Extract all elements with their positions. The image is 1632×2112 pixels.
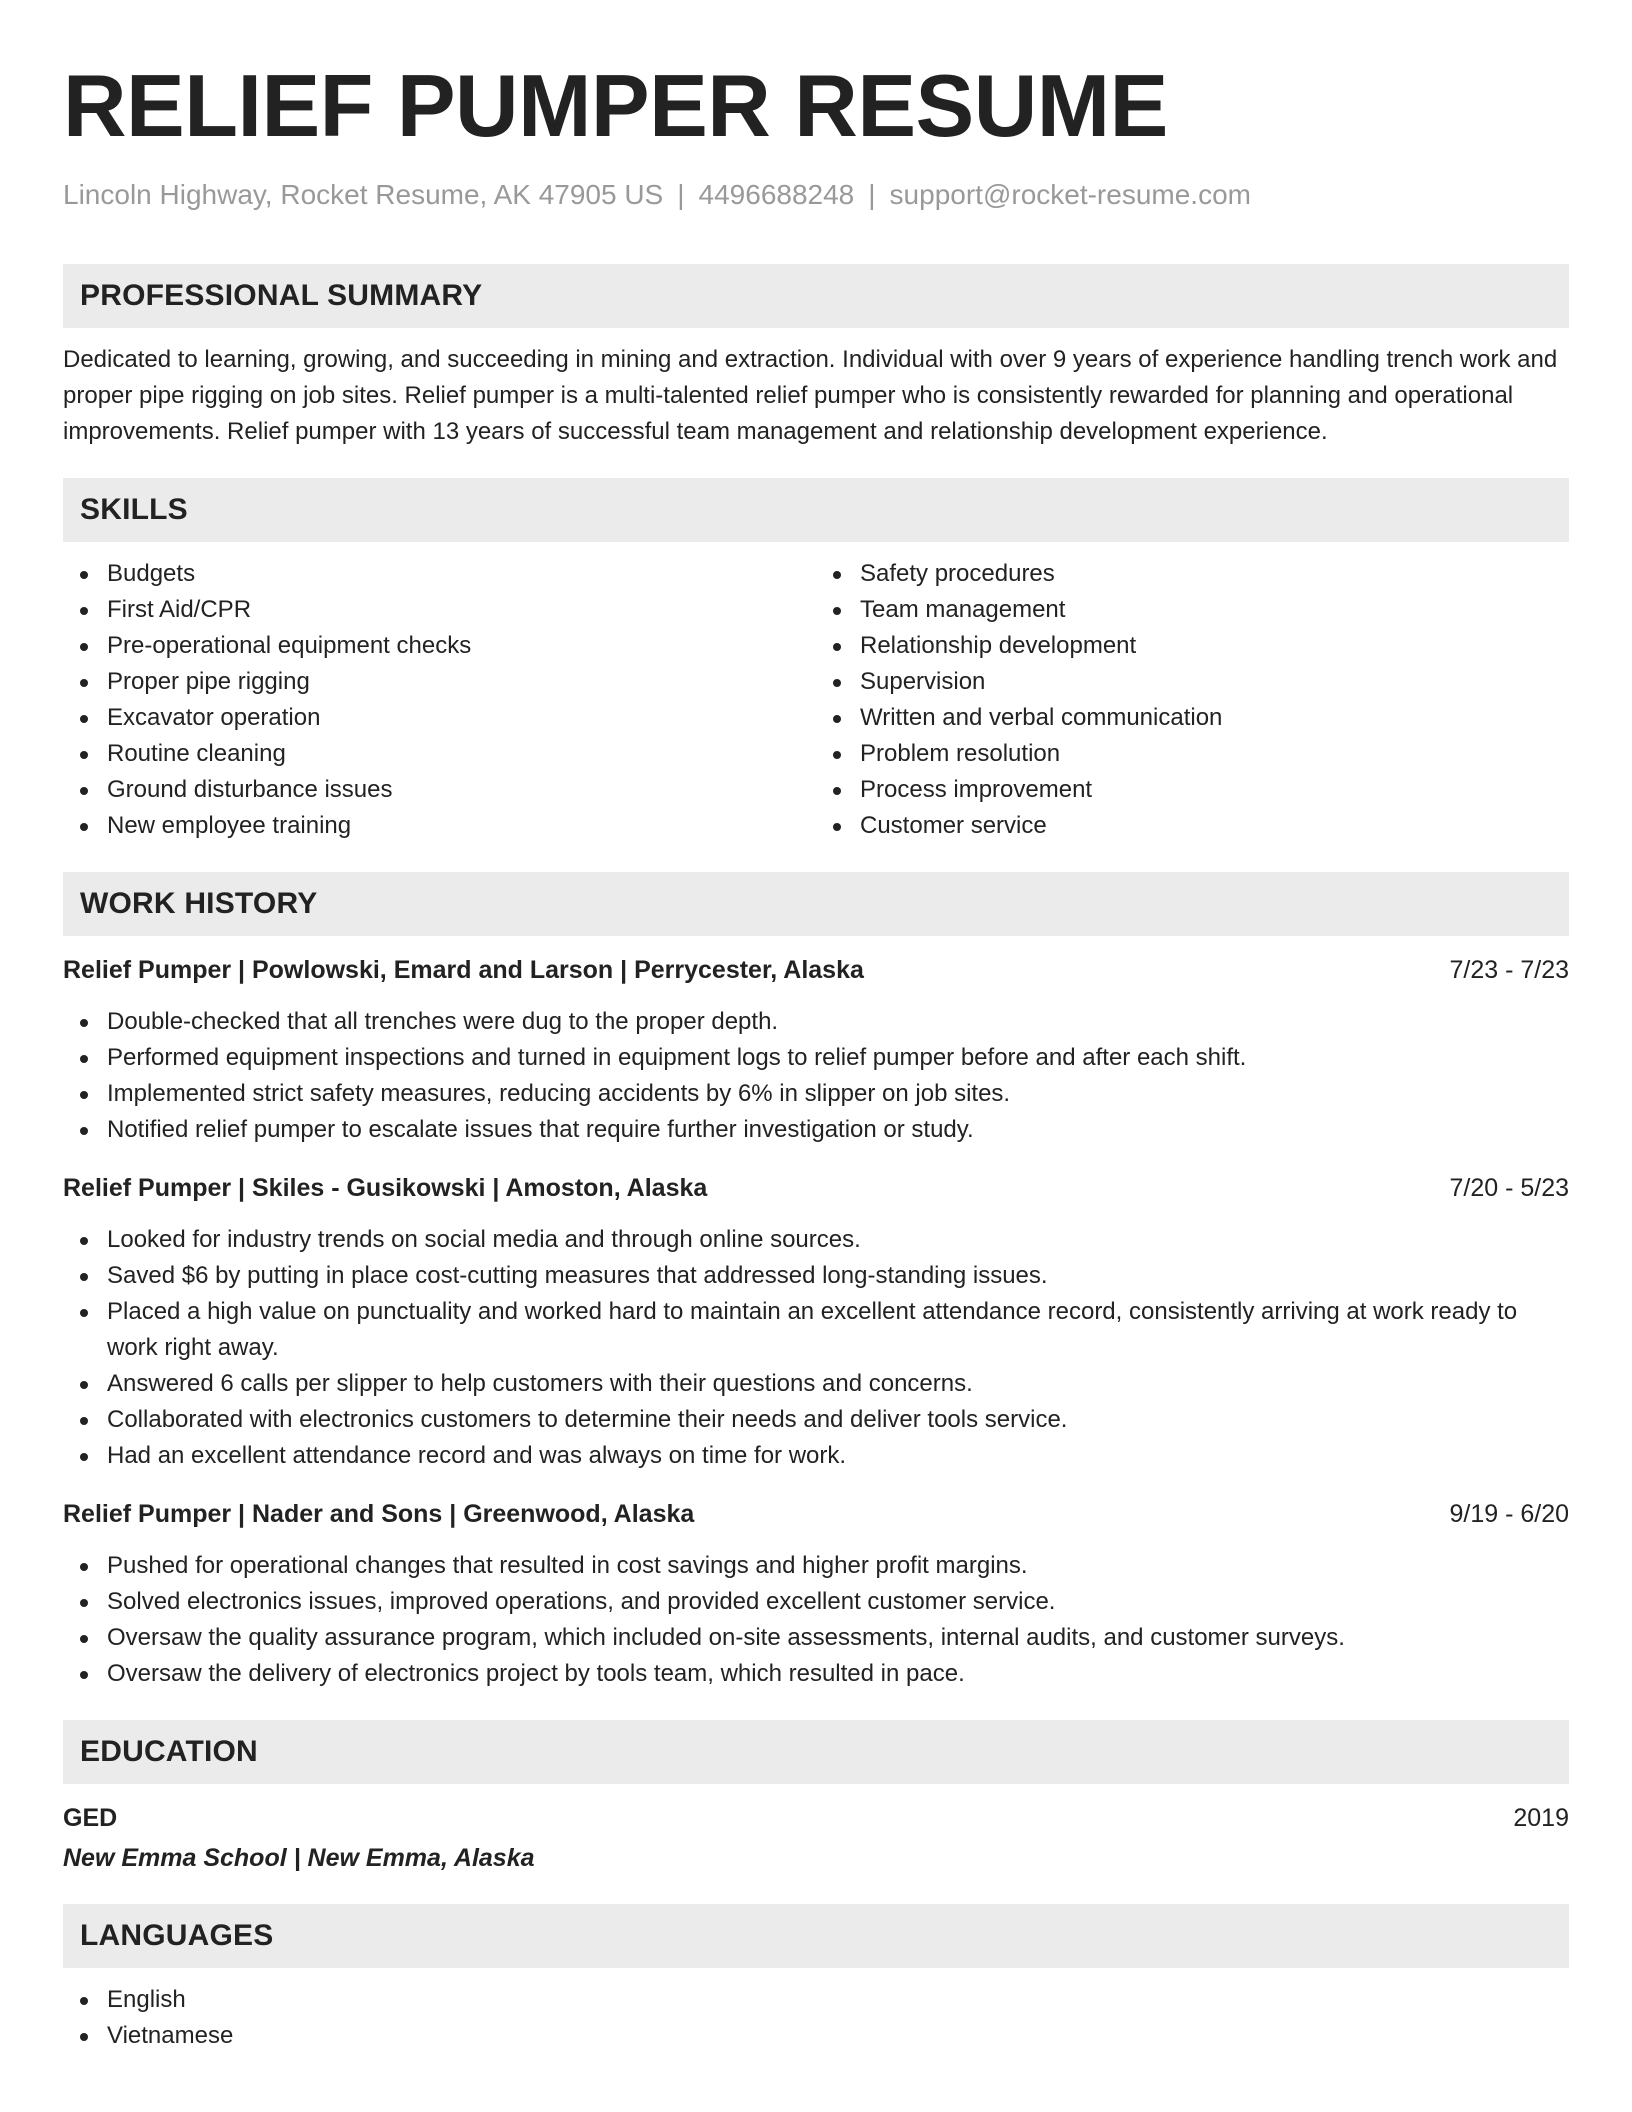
job-bullet: Collaborated with electronics customers to determine their needs and deliver tools service. xyxy=(63,1402,1569,1438)
job-entry xyxy=(63,1496,1569,1692)
contact-separator: | xyxy=(868,179,876,210)
contact-address: Lincoln Highway, Rocket Resume, AK 47905 US xyxy=(63,179,664,210)
job-bullet: Notified relief pumper to escalate issues that require further investigation or study. xyxy=(63,1112,1569,1148)
job-bullet: Oversaw the delivery of electronics project by tools team, which resulted in pace. xyxy=(63,1656,1569,1692)
contact-phone: 4496688248 xyxy=(698,179,855,210)
job-dates: 9/19 - 6/20 xyxy=(1449,1500,1569,1528)
skill-item: Process improvement xyxy=(816,772,1569,808)
job-title: Relief Pumper | Nader and Sons | Greenwood, Alaska xyxy=(63,1500,695,1528)
job-dates: 7/20 - 5/23 xyxy=(1449,1174,1569,1202)
skill-item: Proper pipe rigging xyxy=(63,664,816,700)
job-bullet: Had an excellent attendance record and was always on time for work. xyxy=(63,1438,1569,1474)
skill-item: Supervision xyxy=(816,664,1569,700)
job-entry xyxy=(63,1170,1569,1474)
skills-list xyxy=(63,556,1569,844)
summary-text: Dedicated to learning, growing, and succeeding in mining and extraction. Individual with over 9 years of experience handling trench work and proper pipe rigging on job sites. Relief pumper is a multi-talented relief pumper who is consistently rewarded for planning and operational improvements. Relief pumper with 13 years of successful team management and relationship development experience. xyxy=(63,346,1558,445)
job-entry xyxy=(63,952,1569,1148)
education-year: 2019 xyxy=(1513,1804,1569,1832)
section-heading-education: EDUCATION xyxy=(63,1720,1569,1784)
job-bullet: Saved $6 by putting in place cost-cutting measures that addressed long-standing issues. xyxy=(63,1258,1569,1294)
job-bullet: Oversaw the quality assurance program, which included on-site assessments, internal audits, and customer surveys. xyxy=(63,1620,1569,1656)
job-bullet: Placed a high value on punctuality and worked hard to maintain an excellent attendance record, consistently arriving at work ready to work right away. xyxy=(63,1294,1569,1366)
skill-item: Excavator operation xyxy=(63,700,816,736)
skill-item: Budgets xyxy=(63,556,816,592)
languages-list xyxy=(63,1982,1569,2054)
skills-column-right xyxy=(816,556,1569,844)
resume-title: RELIEF PUMPER RESUME xyxy=(63,56,1168,155)
education-degree: GED xyxy=(63,1804,118,1832)
skill-item: Problem resolution xyxy=(816,736,1569,772)
skill-item: First Aid/CPR xyxy=(63,592,816,628)
skill-item: Written and verbal communication xyxy=(816,700,1569,736)
contact-separator: | xyxy=(677,179,685,210)
job-title: Relief Pumper | Skiles - Gusikowski | Amoston, Alaska xyxy=(63,1174,708,1202)
contact-line xyxy=(63,178,1569,212)
education-school: New Emma School | New Emma, Alaska xyxy=(63,1844,535,1872)
job-bullet: Implemented strict safety measures, reducing accidents by 6% in slipper on job sites. xyxy=(63,1076,1569,1112)
job-bullet: Solved electronics issues, improved operations, and provided excellent customer service. xyxy=(63,1584,1569,1620)
section-heading-skills: SKILLS xyxy=(63,478,1569,542)
skill-item: Routine cleaning xyxy=(63,736,816,772)
job-bullet: Double-checked that all trenches were dug to the proper depth. xyxy=(63,1004,1569,1040)
job-bullet: Answered 6 calls per slipper to help customers with their questions and concerns. xyxy=(63,1366,1569,1402)
skill-item: Ground disturbance issues xyxy=(63,772,816,808)
job-bullet: Pushed for operational changes that resulted in cost savings and higher profit margins. xyxy=(63,1548,1569,1584)
language-item: English xyxy=(63,1982,1569,2018)
skill-item: Pre-operational equipment checks xyxy=(63,628,816,664)
skill-item: Team management xyxy=(816,592,1569,628)
job-bullets xyxy=(63,1548,1569,1692)
skills-column-left xyxy=(63,556,816,844)
contact-email: support@rocket-resume.com xyxy=(889,179,1251,210)
skill-item: Customer service xyxy=(816,808,1569,844)
section-heading-work-history: WORK HISTORY xyxy=(63,872,1569,936)
language-item: Vietnamese xyxy=(63,2018,1569,2054)
skill-item: Relationship development xyxy=(816,628,1569,664)
job-bullet: Performed equipment inspections and turned in equipment logs to relief pumper before and after each shift. xyxy=(63,1040,1569,1076)
job-title: Relief Pumper | Powlowski, Emard and Larson | Perrycester, Alaska xyxy=(63,956,864,984)
job-bullets xyxy=(63,1004,1569,1148)
job-bullets xyxy=(63,1222,1569,1474)
job-dates: 7/23 - 7/23 xyxy=(1449,956,1569,984)
section-heading-languages: LANGUAGES xyxy=(63,1904,1569,1968)
section-heading-summary: PROFESSIONAL SUMMARY xyxy=(63,264,1569,328)
job-bullet: Looked for industry trends on social media and through online sources. xyxy=(63,1222,1569,1258)
education-entry xyxy=(63,1800,1569,1876)
skill-item: Safety procedures xyxy=(816,556,1569,592)
skill-item: New employee training xyxy=(63,808,816,844)
